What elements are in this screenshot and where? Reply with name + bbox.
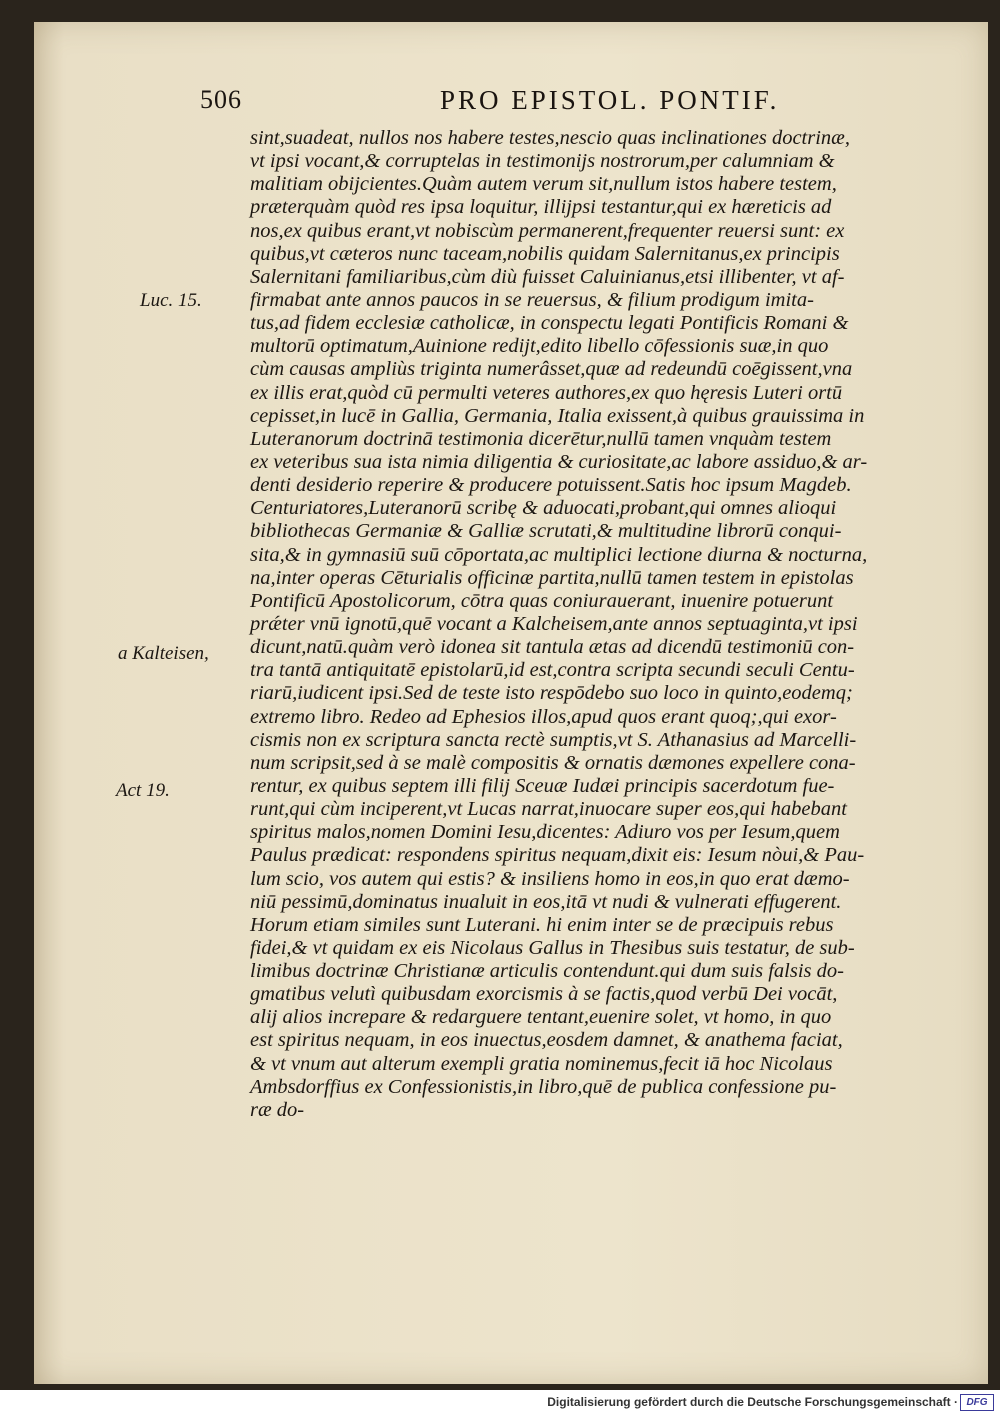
page-header [200, 85, 820, 125]
digitization-credit: Digitalisierung gefördert durch die Deutsche Forschungsgemeinschaft · [547, 1395, 958, 1409]
text-line: nos,ex quibus erant,vt nobiscùm permanerent,frequenter reuersi sunt: ex [250, 219, 845, 242]
running-head: PRO EPISTOL. PONTIF. [440, 85, 780, 115]
text-line: gmatibus velutì quibusdam exorcismis à se factis,quod verbū Dei vocāt, [250, 983, 838, 1006]
text-line: Horum etiam similes sunt Luterani. hi enim inter se de præcipuis rebus [250, 913, 834, 936]
text-line: cismis non ex scriptura sancta rectè sumptis,vt S. Athanasius ad Marcelli- [250, 728, 857, 751]
text-line: ex illis erat,quòd cū permulti veteres authores,ex quo hęresis Luteri ortū [250, 381, 843, 404]
text-line: quibus,vt cæteros nunc taceam,nobilis quidam Salernitanus,ex principis [250, 242, 840, 265]
page-number: 506 [200, 85, 242, 114]
text-line: vt ipsi vocant,& corruptelas in testimonijs nostrorum,per calumniam & [250, 150, 835, 173]
text-line: rentur, ex quibus septem illi filij Sceuæ Iudæi principis sacerdotum fue- [250, 774, 835, 797]
text-line: riarū,iudicent ipsi.Sed de teste isto respōdebo suo loco in quinto,eodemq; [250, 682, 853, 705]
text-line: ex veteribus sua ista nimia diligentia & curiositate,ac labore assiduo,& ar- [250, 450, 868, 473]
text-line: Paulus prædicat: respondens spiritus nequam,dixit eis: Iesum nòui,& Pau- [250, 844, 865, 867]
body-text [250, 127, 960, 1122]
text-line: spiritus malos,nomen Domini Iesu,dicentes: Adiuro vos per Iesum,quem [250, 821, 840, 844]
text-line: tus,ad fidem ecclesiæ catholicæ, in conspectu legati Pontificis Romani & [250, 312, 849, 335]
text-line: alij alios increpare & redarguere tentant,euenire solet, vt homo, in quo [250, 1006, 832, 1029]
margin-note-kalteisen: a Kalteisen, [118, 643, 209, 664]
text-line: cùm causas ampliùs triginta numerâsset,quæ ad redeundū coēgissent,vna [250, 358, 853, 381]
text-line: tra tantā antiquitatē epistolarū,id est,contra scripta secundi seculi Centu- [250, 659, 855, 682]
text-line: prǽter vnū ignotū,quē vocant a Kalcheisem,ante annos septuaginta,vt ipsi [250, 612, 858, 635]
text-line: extremo libro. Redeo ad Ephesios illos,apud quos erant quoq;,qui exor- [250, 705, 837, 728]
text-line: lum scio, vos autem qui estis? & insiliens homo in eos,in quo erat dæmo- [250, 867, 850, 890]
text-line: & vt vnum aut alterum exempli gratia nominemus,fecit iā hoc Nicolaus [250, 1052, 833, 1075]
footer [0, 1390, 1000, 1414]
text-line: Pontificū Apostolicorum, cōtra quas coniurauerant, inuenire potuerunt [250, 589, 834, 612]
text-line: fidei,& vt quidam ex eis Nicolaus Gallus in Thesibus suis testatur, de sub- [250, 936, 855, 959]
text-line: num scripsit,sed à se malè compositis & ornatis dæmones expellere cona- [250, 751, 856, 774]
text-line: malitiam obijcientes.Quàm autem verum sit,nullum istos habere testem, [250, 173, 837, 196]
text-line: præterquàm quòd res ipsa loquitur, illijpsi testantur,qui ex hæreticis ad [250, 196, 832, 219]
text-line: limibus doctrinæ Christianæ articulis contendunt.qui dum suis falsis do- [250, 960, 844, 983]
text-line: cepisset,in lucē in Gallia, Germania, Italia exissent,à quibus grauissima in [250, 404, 865, 427]
text-line: Salernitani familiaribus,cùm diù fuisset Caluinianus,etsi illibenter, vt af- [250, 265, 845, 288]
text-line: na,inter operas Cēturialis officinæ partita,nullū tamen testem in epistolas [250, 566, 854, 589]
text-line: Ambsdorffius ex Confessionistis,in libro,quē de publica confessione pu- [250, 1075, 837, 1098]
text-line: multorū optimatum,Auinione redijt,edito libello cōfessionis suæ,in quo [250, 335, 829, 358]
text-line: sint,suadeat, nullos nos habere testes,nescio quas inclinationes doctrinæ, [250, 127, 850, 149]
margin-note-luc: Luc. 15. [140, 290, 202, 311]
dfg-logo: DFG [960, 1394, 994, 1411]
text-line: dicunt,natū.quàm verò idonea sit tantula ætas ad dicendū testimoniū con- [250, 636, 855, 659]
text-line: niū pessimū,dominatus inualuit in eos,itā vt nudi & vulnerati effugerent. [250, 890, 842, 913]
text-line: firmabat ante annos paucos in se reuersus, & filium prodigum imita- [250, 288, 814, 311]
text-line: sita,& in gymnasiū suū cōportata,ac multiplici lectione diurna & nocturna, [250, 543, 868, 566]
text-line: Centuriatores,Luteranorū scribę & aduocati,probant,qui omnes alioqui [250, 497, 837, 520]
text-line: bibliothecas Germaniæ & Galliæ scrutati,& multitudine librorū conqui- [250, 520, 842, 543]
text-line: denti desiderio reperire & producere potuissent.Satis hoc ipsum Magdeb. [250, 474, 852, 497]
text-line: runt,qui cùm inciperent,vt Lucas narrat,inuocare super eos,qui habebant [250, 798, 847, 821]
text-line: ræ do- [250, 1098, 305, 1121]
text-line: est spiritus nequam, in eos inuectus,eosdem damnet, & anathema faciat, [250, 1029, 843, 1052]
margin-note-act: Act 19. [116, 780, 170, 801]
text-line: Luteranorum doctrinā testimonia dicerētur,nullū tamen vnquàm testem [250, 427, 832, 450]
